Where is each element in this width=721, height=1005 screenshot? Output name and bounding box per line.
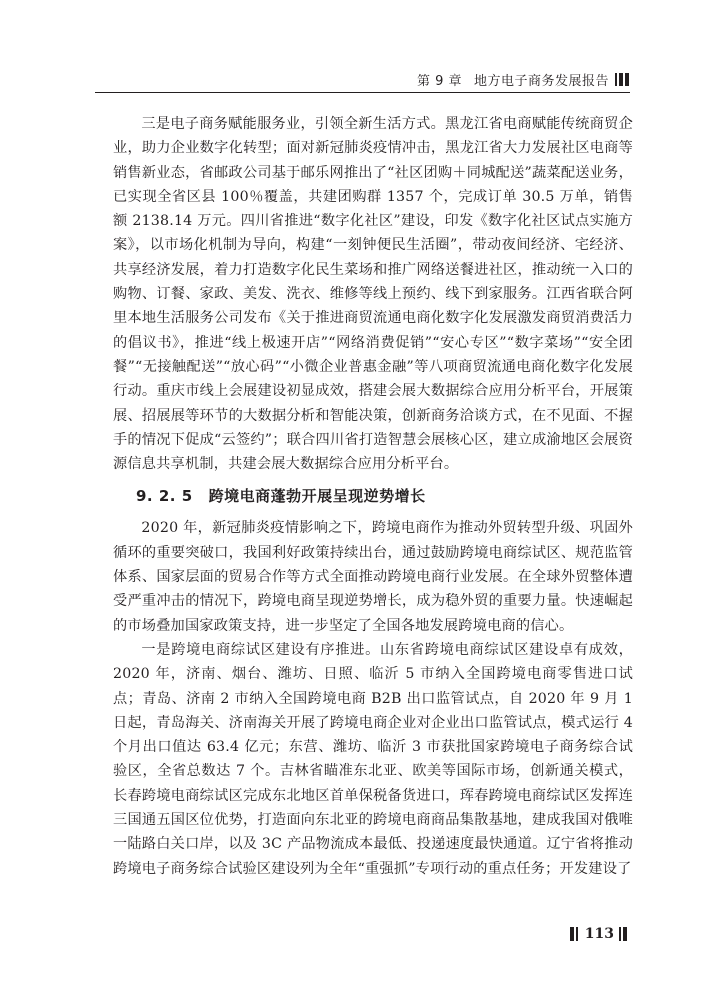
paragraph-service-industry: 三是电子商务赋能服务业，引领全新生活方式。黑龙江省电商赋能传统商贸企业，助力企业数字化转型；面对新冠肺炎疫情冲击，黑龙江省大力发展社区电商等销售新业态，省邮政公司基于邮乐网推出了“社区团购＋同城配送”蔬菜配送业务，已实现全省区县 100％覆盖，共建团购群 1357 个，完成订单 30.5 万单，销售额 2138.14 万元。四川省推进“数字化社区”建设，印发《数字化社区试点实施方案》，以市场化机制为导向，构建“一刻钟便民生活圈”，带动夜间经济、宅经济、共享经济发展，着力打造数字化民生菜场和推广网络送餐进社区，推动统一入口的购物、订餐、家政、美发、洗衣、维修等线上预约、线下到家服务。江西省联合阿里本地生活服务公司发布《关于推进商贸流通电商化数字化发展激发商贸消费活力的倡议书》，推进“线上极速开店”“网络消费促销”“安心专区”“数字菜场”“安全团餐”“无接触配送”“放心码”“小微企业普惠金融”等八项商贸流通电商化数字化发展行动。重庆市线上会展建设初显成效，搭建会展大数据综合应用分析平台，开展策展、招展展等环节的大数据分析和智能决策，创新商务洽谈方式，在不见面、不握手的情况下促成“云签约”；联合四川省打造智慧会展核心区，建立成渝地区会展资源信息共享机制，共建会展大数据综合应用分析平台。 [113, 116, 633, 473]
page-number [570, 926, 629, 942]
page-number-value: 113 [584, 926, 614, 942]
chapter-title: 地方电子商务发展报告 [473, 74, 609, 89]
paragraph-pilot-zones: 一是跨境电商综试区建设有序推进。山东省跨境电商综试区建设卓有成效，2020 年，济南、烟台、潍坊、日照、临沂 5 市纳入全国跨境电商零售进口试点；青岛、济南 2 市纳入全国跨境电商 B2B 出口监管试点，自 2020 年 9 月 1 日起，青岛海关、济南海关开展了跨境电商企业对企业出口监管试点，模式运行 4 个月出口值达 63.4 亿元；东营、潍坊、临沂 3 市获批国家跨境电子商务综合试验区，全省总数达 7 个。吉林省瞄准东北亚、欧美等国际市场，创新通关模式，长春跨境电商综试区完成东北地区首单保税备货进口，珲春跨境电商综试区发挥连三国通五国区位优势，打造面向东北亚的跨境电商商品集散基地，建成我国对俄唯一陆路白关口岸，以及 3C 产品物流成本最低、投递速度最快通道。辽宁省将推动跨境电子商务综合试验区建设列为全年“重强抓”专项行动的重点任务；开发建设了 [113, 641, 633, 877]
header-bar-ornament [615, 73, 629, 86]
section-number: 9. 2. 5 [136, 487, 193, 506]
paragraph-cross-border-intro: 2020 年，新冠肺炎疫情影响之下，跨境电商作为推动外贸转型升级、巩固外循环的重要突破口，我国利好政策持续出台，通过鼓励跨境电商综试区、规范监管体系、国家层面的贸易合作等方式全面推动跨境电商行业发展。在全球外贸整体遭受严重冲击的情况下，跨境电商呈现逆势增长，成为稳外贸的重要力量。快速崛起的市场叠加国家政策支持，进一步坚定了全国各地发展跨境电商的信心。 [113, 520, 633, 634]
header-rule [95, 92, 630, 93]
page-body [113, 112, 633, 881]
section-heading [113, 485, 633, 507]
section-title: 跨境电商蓬勃开展呈现逆势增长 [208, 487, 426, 506]
chapter-label: 第 9 章 [416, 74, 462, 89]
running-header [417, 70, 629, 89]
